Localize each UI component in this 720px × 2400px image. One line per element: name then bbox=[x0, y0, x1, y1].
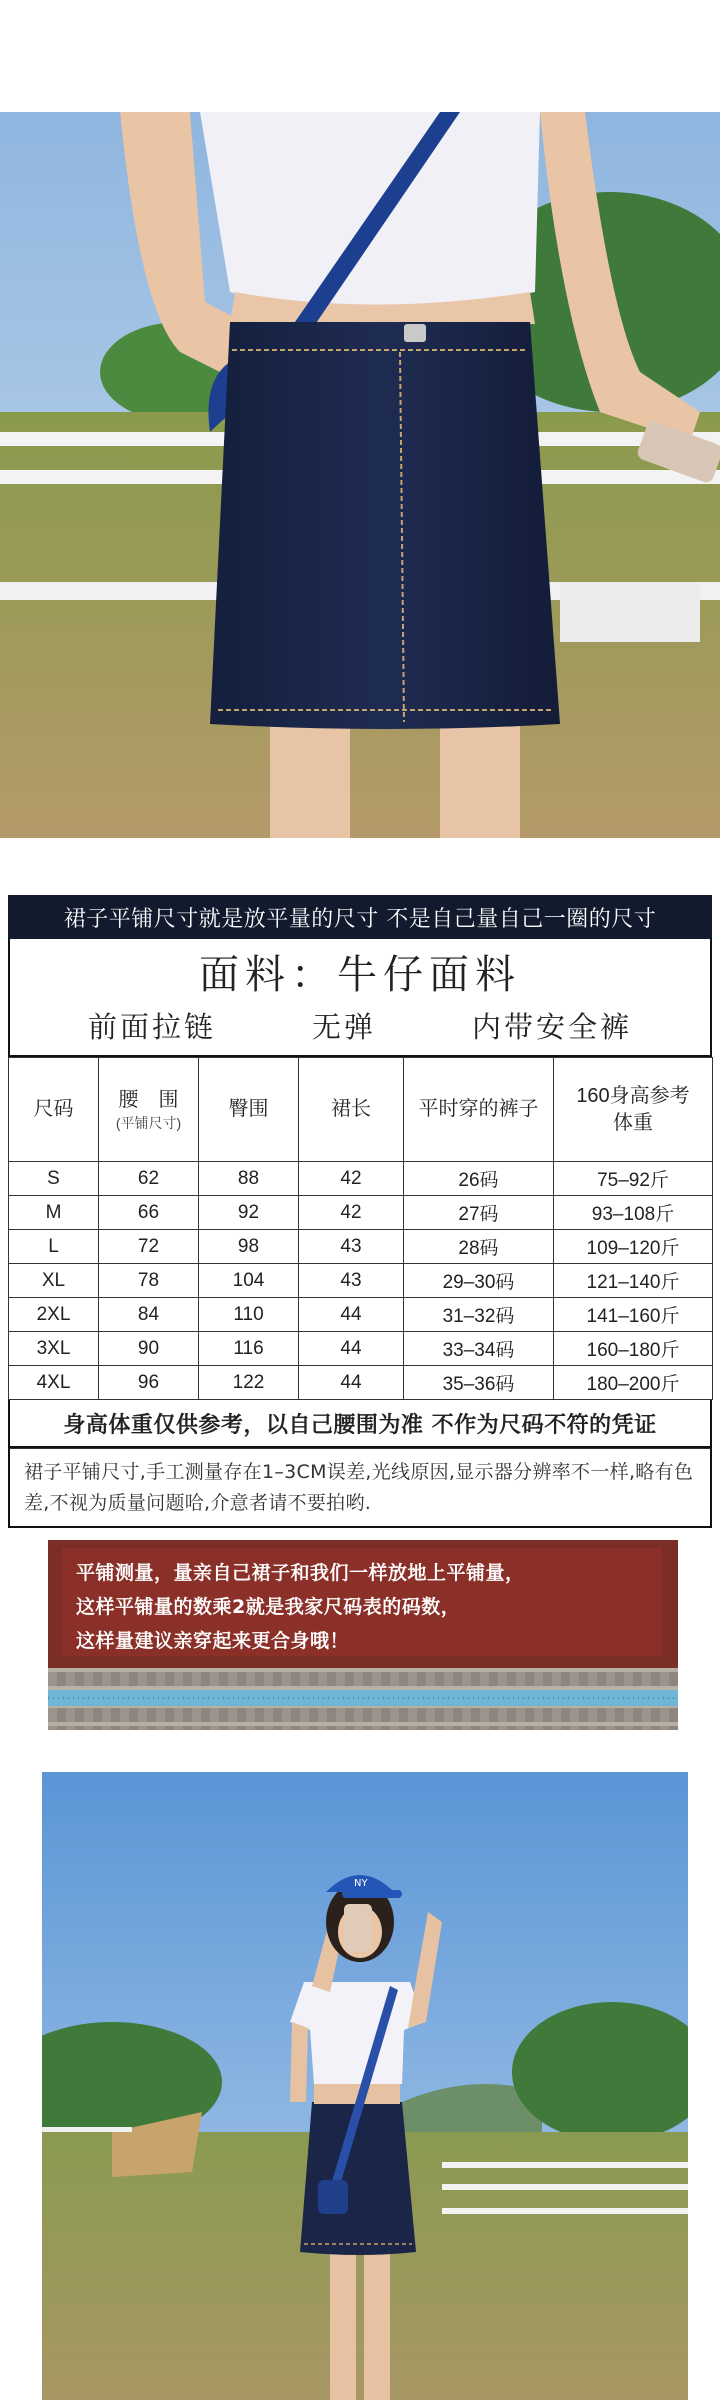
col-waist: 腰 围 (平铺尺寸) bbox=[99, 1058, 199, 1162]
cell-pants-size: 35–36码 bbox=[404, 1366, 554, 1400]
table-row bbox=[9, 1230, 713, 1264]
cell-waist: 62 bbox=[99, 1162, 199, 1196]
cell-length: 44 bbox=[299, 1298, 404, 1332]
cell-waist: 90 bbox=[99, 1332, 199, 1366]
table-row bbox=[9, 1298, 713, 1332]
cell-size: 4XL bbox=[9, 1366, 99, 1400]
product-photo-fullbody bbox=[42, 1772, 688, 2400]
banner-line-3: 这样量建议亲穿起来更合身哦！ bbox=[76, 1630, 350, 1652]
size-chart-header: 裙子平铺尺寸就是放平量的尺寸 不是自己量自己一圈的尺寸 bbox=[8, 895, 712, 939]
cell-ref-weight: 93–108斤 bbox=[554, 1196, 713, 1230]
col-pants-size: 平时穿的裤子 bbox=[404, 1058, 554, 1162]
cell-length: 44 bbox=[299, 1332, 404, 1366]
table-row bbox=[9, 1196, 713, 1230]
cell-hip: 98 bbox=[199, 1230, 299, 1264]
size-table bbox=[8, 1057, 713, 1400]
fabric-info bbox=[8, 939, 712, 1057]
cell-size: M bbox=[9, 1196, 99, 1230]
cell-hip: 110 bbox=[199, 1298, 299, 1332]
cell-waist: 78 bbox=[99, 1264, 199, 1298]
cell-waist: 96 bbox=[99, 1366, 199, 1400]
feature-list bbox=[10, 1001, 710, 1046]
col-hip: 臀围 bbox=[199, 1058, 299, 1162]
banner-text-box bbox=[62, 1548, 662, 1656]
cell-hip: 92 bbox=[199, 1196, 299, 1230]
cell-pants-size: 26码 bbox=[404, 1162, 554, 1196]
cell-waist: 72 bbox=[99, 1230, 199, 1264]
col-waist-sub: (平铺尺寸) bbox=[115, 1115, 182, 1131]
col-ref-weight: 160身高参考体重 bbox=[554, 1058, 713, 1162]
cell-ref-weight: 109–120斤 bbox=[554, 1230, 713, 1264]
cell-size: L bbox=[9, 1230, 99, 1264]
feature-safety-shorts: 内带安全裤 bbox=[471, 1010, 632, 1044]
cell-ref-weight: 180–200斤 bbox=[554, 1366, 713, 1400]
cell-ref-weight: 121–140斤 bbox=[554, 1264, 713, 1298]
banner-line-1: 平铺测量，量亲自己裙子和我们一样放地上平铺量， bbox=[76, 1562, 525, 1584]
cell-hip: 88 bbox=[199, 1162, 299, 1196]
col-length: 裙长 bbox=[299, 1058, 404, 1162]
cell-size: 3XL bbox=[9, 1332, 99, 1366]
cell-length: 42 bbox=[299, 1196, 404, 1230]
cell-pants-size: 28码 bbox=[404, 1230, 554, 1264]
tape-measure-illustration bbox=[48, 1668, 678, 1730]
cell-size: 2XL bbox=[9, 1298, 99, 1332]
cell-pants-size: 29–30码 bbox=[404, 1264, 554, 1298]
cell-length: 44 bbox=[299, 1366, 404, 1400]
cell-size: S bbox=[9, 1162, 99, 1196]
cell-hip: 122 bbox=[199, 1366, 299, 1400]
cell-length: 42 bbox=[299, 1162, 404, 1196]
cell-hip: 116 bbox=[199, 1332, 299, 1366]
product-photo-closeup bbox=[0, 112, 720, 838]
weight-disclaimer: 身高体重仅供参考，以自己腰围为准 不作为尺码不符的凭证 bbox=[8, 1400, 712, 1448]
feature-zipper: 前面拉链 bbox=[87, 1010, 216, 1044]
cell-waist: 84 bbox=[99, 1298, 199, 1332]
cell-ref-weight: 160–180斤 bbox=[554, 1332, 713, 1366]
cell-ref-weight: 141–160斤 bbox=[554, 1298, 713, 1332]
cell-length: 43 bbox=[299, 1264, 404, 1298]
flat-measure-banner bbox=[48, 1540, 678, 1730]
cell-hip: 104 bbox=[199, 1264, 299, 1298]
size-chart bbox=[8, 895, 712, 1528]
fabric-title: 面料：牛仔面料 bbox=[199, 952, 521, 998]
cell-pants-size: 31–32码 bbox=[404, 1298, 554, 1332]
measurement-note: 裙子平铺尺寸,手工测量存在1–3CM误差,光线原因,显示器分辨率不一样,略有色差,不视为质量问题哈,介意者请不要拍哟. bbox=[8, 1448, 712, 1528]
cell-pants-size: 27码 bbox=[404, 1196, 554, 1230]
cap-logo: NY bbox=[354, 1878, 368, 1889]
cell-length: 43 bbox=[299, 1230, 404, 1264]
table-row bbox=[9, 1332, 713, 1366]
table-row bbox=[9, 1162, 713, 1196]
closeup-illustration bbox=[0, 112, 720, 838]
feature-no-stretch: 无弹 bbox=[311, 1010, 376, 1044]
cell-waist: 66 bbox=[99, 1196, 199, 1230]
table-row bbox=[9, 1366, 713, 1400]
banner-line-2: 这样平铺量的数乘2就是我家尺码表的码数， bbox=[76, 1596, 461, 1618]
cell-pants-size: 33–34码 bbox=[404, 1332, 554, 1366]
cell-size: XL bbox=[9, 1264, 99, 1298]
size-table-header-row bbox=[9, 1058, 713, 1162]
tape-measure-photo bbox=[48, 1668, 678, 1730]
fullbody-illustration bbox=[42, 1772, 688, 2400]
col-size: 尺码 bbox=[9, 1058, 99, 1162]
cell-ref-weight: 75–92斤 bbox=[554, 1162, 713, 1196]
table-row bbox=[9, 1264, 713, 1298]
